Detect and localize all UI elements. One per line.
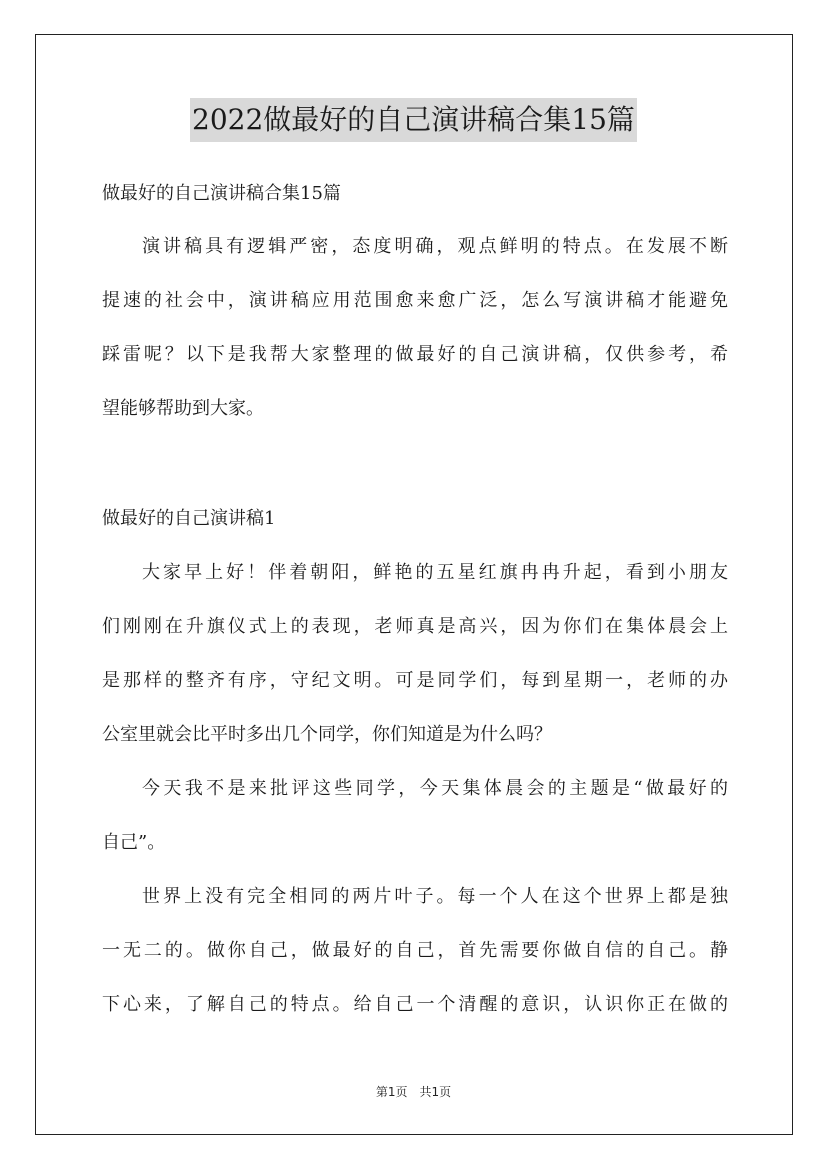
section-heading: 做最好的自己演讲稿1 (102, 508, 276, 529)
intro-line: 望能够帮助到大家。 (102, 398, 264, 419)
intro-line: 演讲稿具有逻辑严密，态度明确，观点鲜明的特点。在发展不断 (142, 236, 728, 257)
title-container (0, 98, 827, 142)
paragraph-line: 今天我不是来批评这些同学，今天集体晨会的主题是“做最好的 (142, 778, 728, 799)
paragraph-line: 下心来，了解自己的特点。给自己一个清醒的意识，认识你正在做的 (102, 994, 728, 1015)
paragraph-line: 一无二的。做你自己，做最好的自己，首先需要你做自信的自己。静 (102, 940, 728, 961)
page-number-footer: 第1页 共1页 (375, 1085, 452, 1099)
document-subtitle: 做最好的自己演讲稿合集15篇 (102, 183, 341, 204)
paragraph-line: 大家早上好！伴着朝阳，鲜艳的五星红旗冉冉升起，看到小朋友 (142, 562, 728, 583)
intro-line: 提速的社会中，演讲稿应用范围愈来愈广泛，怎么写演讲稿才能避免 (102, 290, 728, 311)
paragraph-line: 公室里就会比平时多出几个同学，你们知道是为什么吗？ (102, 724, 552, 745)
paragraph-line: 自己”。 (102, 832, 166, 853)
paragraph-line: 是那样的整齐有序，守纪文明。可是同学们，每到星期一，老师的办 (102, 670, 728, 691)
paragraph-line: 世界上没有完全相同的两片叶子。每一个人在这个世界上都是独 (142, 886, 728, 907)
paragraph-line: 们刚刚在升旗仪式上的表现，老师真是高兴，因为你们在集体晨会上 (102, 616, 728, 637)
document-title: 2022做最好的自己演讲稿合集15篇 (190, 98, 637, 142)
intro-line: 踩雷呢？以下是我帮大家整理的做最好的自己演讲稿，仅供参考，希 (102, 344, 728, 365)
